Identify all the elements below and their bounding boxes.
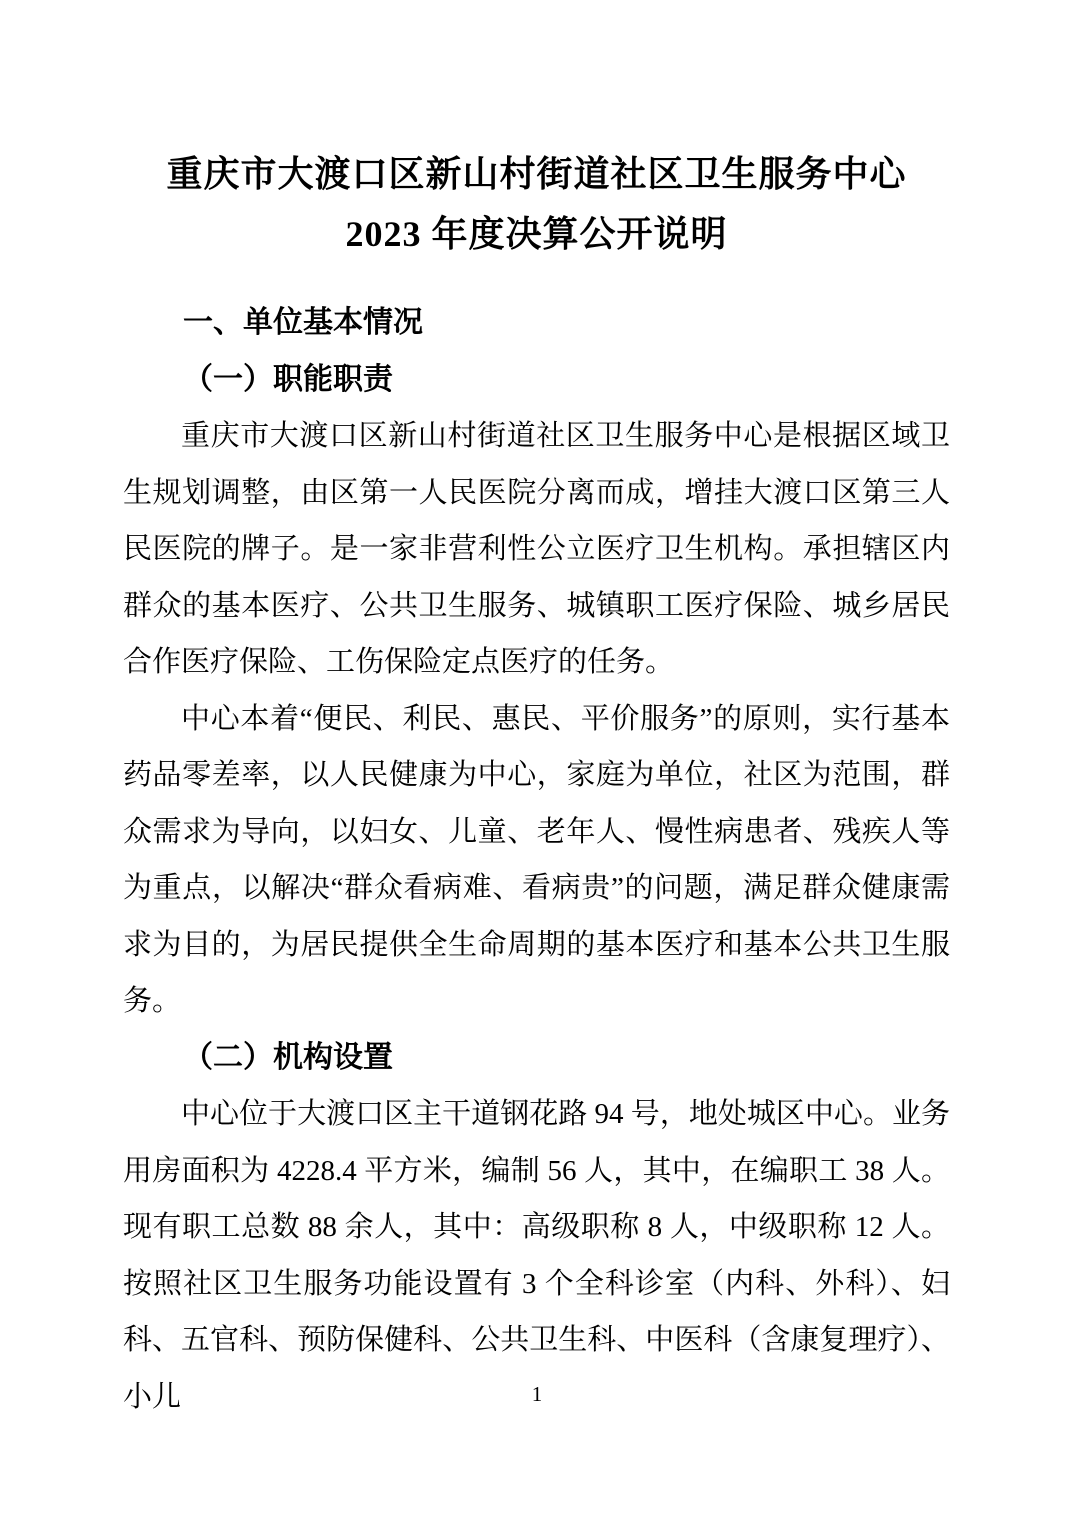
document-title — [123, 144, 950, 264]
document-title-line2: 2023 年度决算公开说明 — [345, 214, 728, 254]
paragraph-duties-2: 中心本着“便民、利民、惠民、平价服务”的原则，实行基本药品零差率，以人民健康为中心，家庭为单位，社区为范围，群众需求为导向，以妇女、儿童、老年人、慢性病患者、残疾人等为重点，以解决“群众看病难、看病贵”的问题，满足群众健康需求为目的，为居民提供全生命周期的基本医疗和基本公共卫生服务。 — [123, 702, 950, 1017]
subsection-heading-duties: （一）职能职责 — [183, 362, 393, 396]
document-title-line1: 重庆市大渡口区新山村街道社区卫生服务中心 — [166, 154, 907, 194]
page-footer — [0, 1380, 1074, 1408]
subsection-heading-organization: （二）机构设置 — [183, 1040, 393, 1074]
paragraph-organization-1: 中心位于大渡口区主干道钢花路 94 号，地处城区中心。业务用房面积为 4228.4 平方米，编制 56 人，其中，在编职工 38 人。现有职工总数 88 余人，其中：高级职称 8 人，中级职称 12 人。按照社区卫生服务功能设置有 3 个全科诊室（内科、外科）、妇科、五官科、预防保健科、公共卫生科、中医科（含康复理疗）、小儿 — [123, 1098, 950, 1413]
section-heading-basic-info: 一、单位基本情况 — [183, 306, 423, 339]
page-number: 1 — [531, 1382, 543, 1406]
paragraph-duties-1: 重庆市大渡口区新山村街道社区卫生服务中心是根据区域卫生规划调整，由区第一人民医院分离而成，增挂大渡口区第三人民医院的牌子。是一家非营利性公立医疗卫生机构。承担辖区内群众的基本医疗、公共卫生服务、城镇职工医疗保险、城乡居民合作医疗保险、工伤保险定点医疗的任务。 — [123, 420, 950, 678]
